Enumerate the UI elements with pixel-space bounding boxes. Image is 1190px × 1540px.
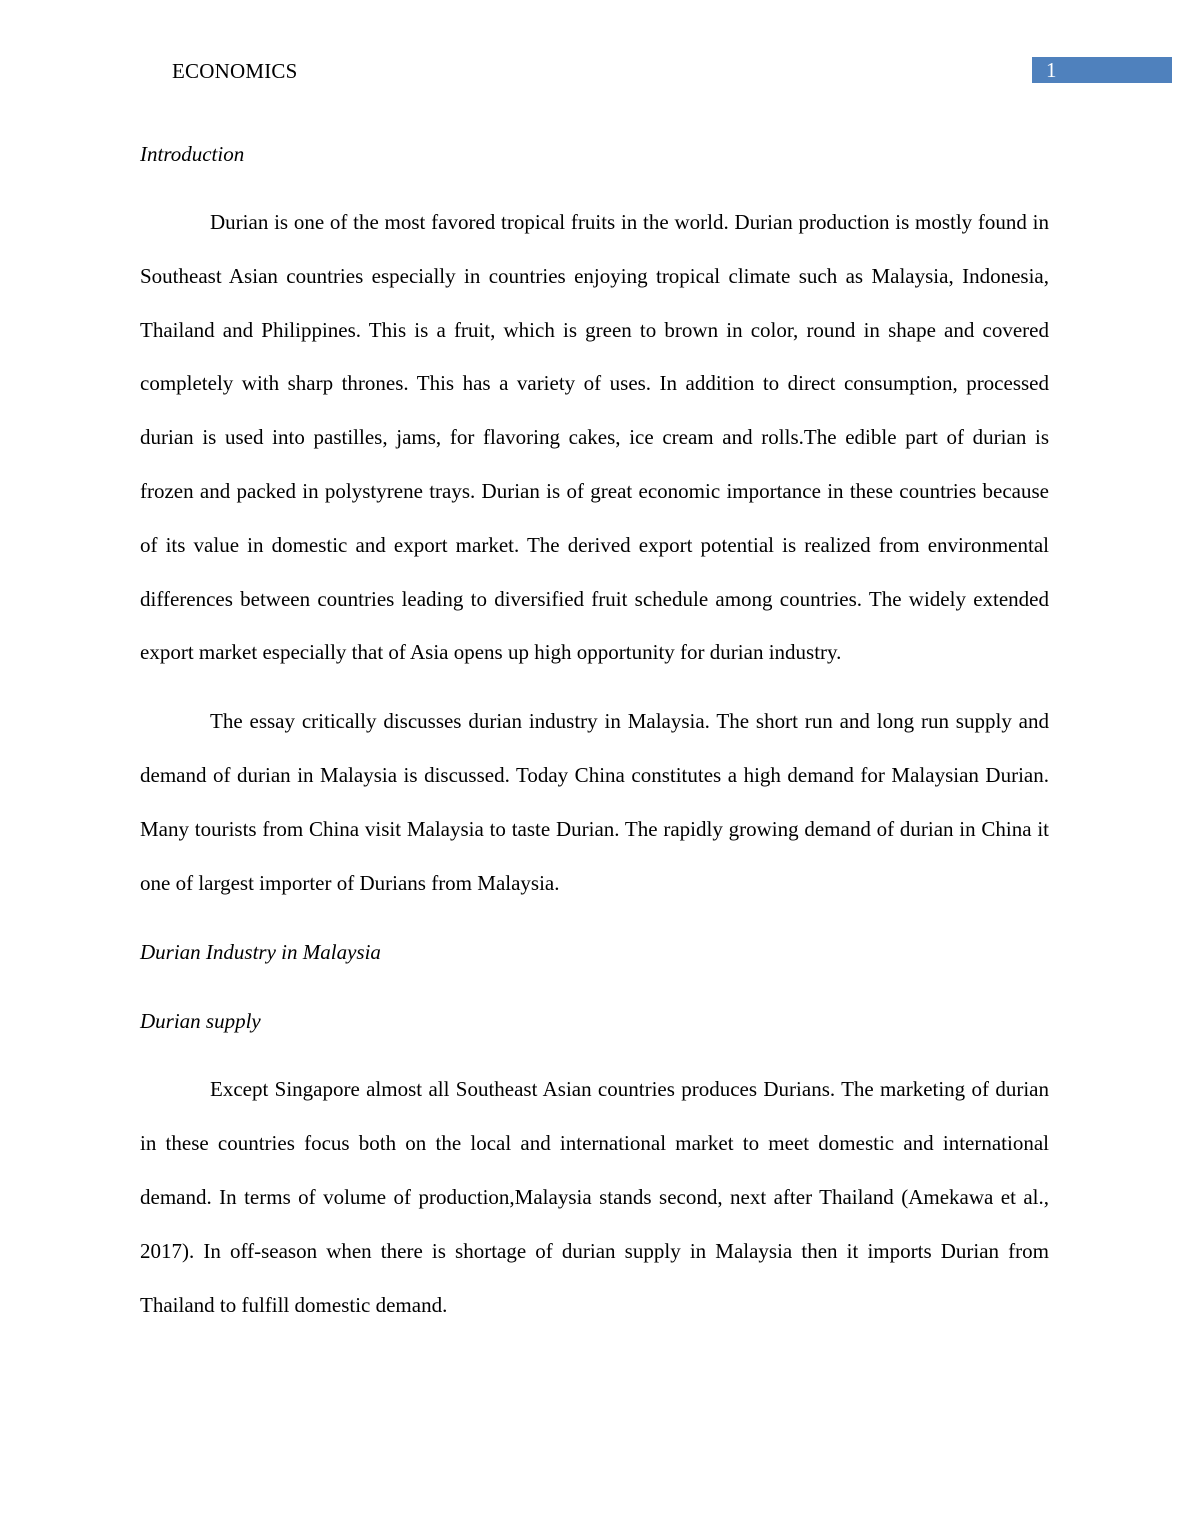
intro-paragraph-2: The essay critically discusses durian industry in Malaysia. The short run and long run supply and demand of durian in Malaysia is discussed. Today China constitutes a high demand for Malaysian Durian. Many tourists from China visit Malaysia to taste Durian. The rapidly growing demand of durian in China it one of largest importer of Durians from Malaysia. — [140, 709, 1049, 895]
page-number: 1 — [1046, 58, 1057, 82]
page-number-box — [1032, 57, 1172, 83]
running-header-title: ECONOMICS — [172, 59, 298, 83]
intro-paragraph-1: Durian is one of the most favored tropical fruits in the world. Durian production is mostly found in Southeast Asian countries especially in countries enjoying tropical climate such as Malaysia, Indonesia, Thailand and Philippines. This is a fruit, which is green to brown in color, round in shape and covered completely with sharp thrones. This has a variety of uses. In addition to direct consumption, processed durian is used into pastilles, jams, for flavoring cakes, ice cream and rolls.The edible part of durian is frozen and packed in polystyrene trays. Durian is of great economic importance in these countries because of its value in domestic and export market. The derived export potential is realized from environmental differences between countries leading to diversified fruit schedule among countries. The widely extended export market especially that of Asia opens up high opportunity for durian industry. — [140, 210, 1049, 665]
document-body — [140, 127, 1049, 1347]
introduction-heading: Introduction — [140, 142, 245, 166]
durian-supply-heading: Durian supply — [140, 1009, 261, 1034]
durian-supply-paragraph: Except Singapore almost all Southeast Asian countries produces Durians. The marketing of durian in these countries focus both on the local and international market to meet domestic and international demand. In terms of volume of production,Malaysia stands second, next after Thailand (Amekawa et al., 2017). In off-season when there is shortage of durian supply in Malaysia then it imports Durian from Thailand to fulfill domestic demand. — [140, 1077, 1049, 1317]
durian-industry-heading: Durian Industry in Malaysia — [140, 940, 381, 965]
